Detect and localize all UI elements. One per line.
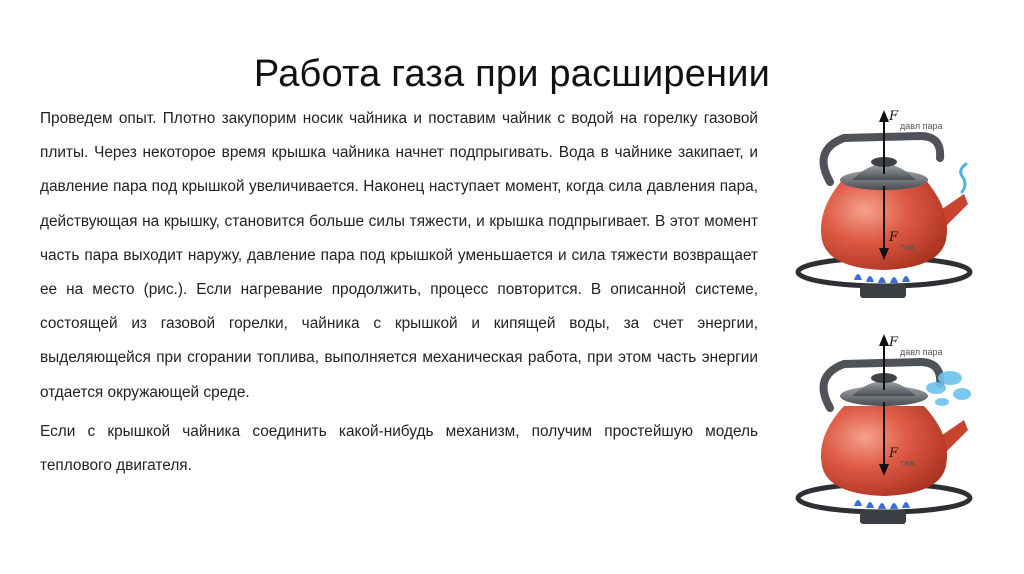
slide-title: Работа газа при расширении: [253, 53, 771, 96]
steam-icon: [961, 164, 966, 192]
paragraph-experiment: Проведем опыт. Плотно закупорим носик чайника и поставим чайник с водой на горелку газовой плиты. Через некоторое время крышка чайника начнет подпрыгивать. Вода в чайнике закипает, и давление пара под крышкой увеличивается. Наконец наступает момент, когда сила давления пара, действующая на крышку, становится больше силы тяжести, и крышка подпрыгивает. В этот момент часть пара выходит наружу, давление пара под крышкой уменьшается и сила тяжести возвращает ее на место (рис.). Если нагревание продолжить, процесс повторится. В описанной системе, состоящей из газовой горелки, чайника с крышкой и кипящей воды, за счет энергии, выделяющейся при сгорании топлива, выполняется механическая работа, при этом часть энергии отдается окружающей среде.: [40, 110, 758, 401]
force-symbol-down: F: [889, 446, 899, 461]
paragraph-heat-engine: Если с крышкой чайника соединить какой-нибудь механизм, получим простейшую модель теплового двигателя.: [40, 422, 758, 475]
force-symbol-down: F: [889, 230, 899, 245]
body-text: [40, 102, 758, 483]
steam-pressure-label: давл пара: [900, 121, 943, 131]
kettle-lid-closed: [792, 100, 992, 305]
force-symbol-up: F: [889, 335, 899, 350]
burner-base: [860, 510, 906, 524]
steam-icon: [926, 371, 971, 406]
kettle-lid-lifted: [792, 330, 992, 535]
flame-icon: [854, 500, 910, 509]
gravity-label: тяж: [900, 458, 916, 468]
gravity-label: тяж: [900, 242, 916, 252]
force-symbol-up: F: [889, 109, 899, 124]
burner-base: [860, 284, 906, 298]
steam-pressure-label: давл пара: [900, 347, 943, 357]
kettle-illustration: [792, 100, 992, 520]
flame-icon: [854, 274, 910, 283]
